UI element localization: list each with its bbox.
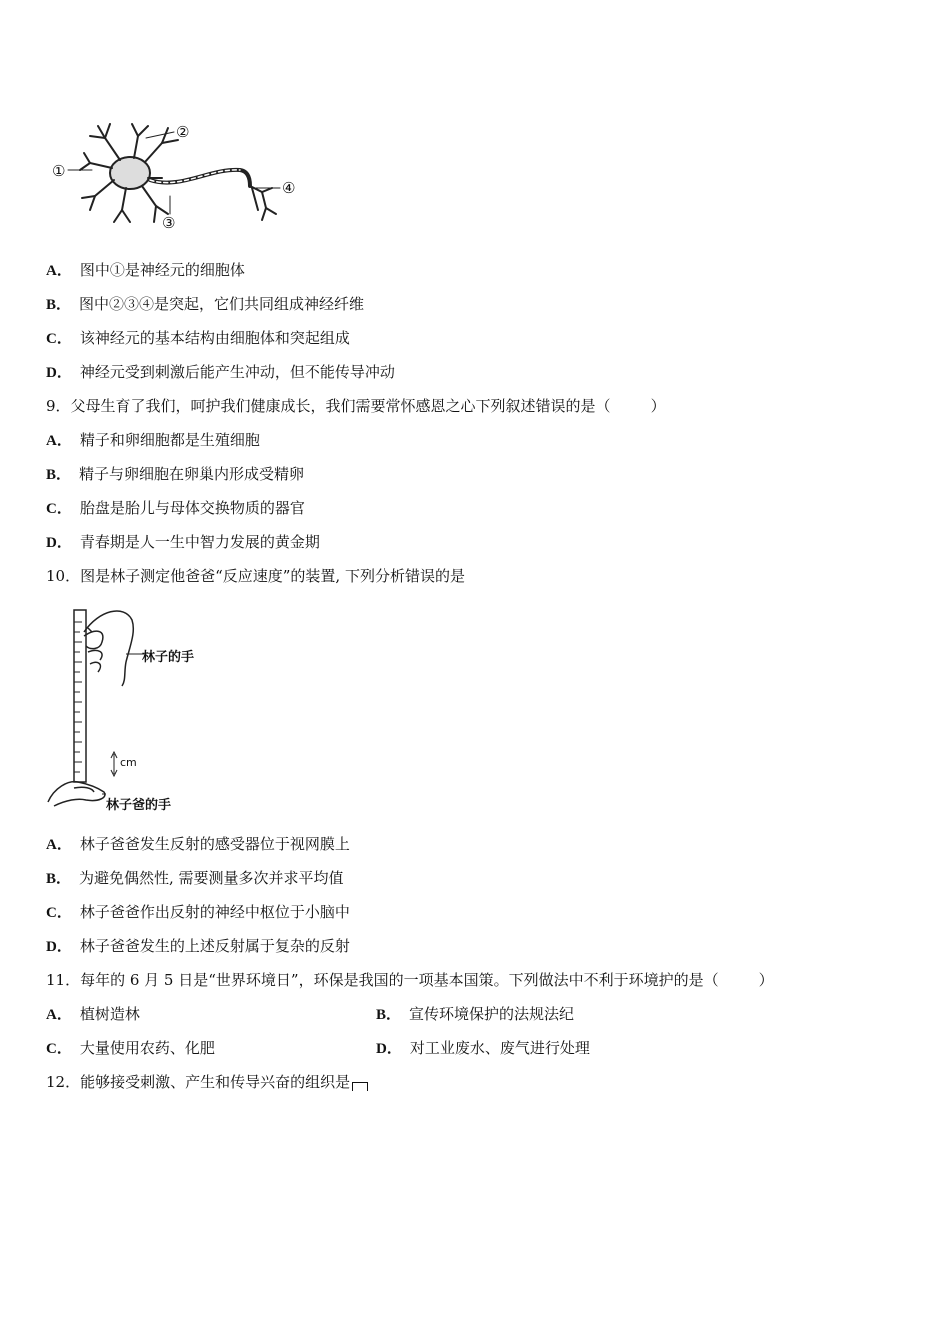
ruler-drawing [44, 602, 264, 816]
label-1: ① [52, 162, 66, 180]
answer-blank [352, 1082, 368, 1091]
q10-stem: 10．图是林子测定他爸爸“反应速度”的装置, 下列分析错误的是 [46, 567, 465, 585]
q10-option-a: A． 林子爸爸发生反射的感受器位于视网膜上 [46, 835, 350, 853]
q11-option-b: B． 宣传环境保护的法规法纪 [376, 1005, 575, 1023]
label-4: ④ [282, 179, 296, 197]
q12-stem: 12．能够接受刺激、产生和传导兴奋的组织是 [46, 1072, 368, 1092]
dad-hand-label: 林子爸的手 [106, 798, 172, 813]
q8-option-a: A． 图中①是神经元的细胞体 [46, 261, 245, 279]
q9-option-c: C． 胎盘是胎儿与母体交换物质的器官 [46, 499, 305, 517]
q10-option-d: D． 林子爸爸发生的上述反射属于复杂的反射 [46, 937, 350, 955]
son-hand-label: 林子的手 [142, 650, 195, 665]
q9-stem: 9．父母生育了我们，呵护我们健康成长，我们需要常怀感恩之心下列叙述错误的是（ ） [46, 397, 666, 415]
neuron-figure [50, 118, 310, 236]
cm-label: cm [120, 756, 137, 769]
q9-option-a: A． 精子和卵细胞都是生殖细胞 [46, 431, 260, 449]
q10-option-c: C． 林子爸爸作出反射的神经中枢位于小脑中 [46, 903, 350, 921]
q11-option-a: A． 植树造林 [46, 1005, 140, 1023]
label-2: ② [176, 123, 190, 141]
q11-option-c: C． 大量使用农药、化肥 [46, 1039, 215, 1057]
q9-option-b: B． 精子与卵细胞在卵巢内形成受精卵 [46, 465, 305, 483]
q9-option-d: D． 青春期是人一生中智力发展的黄金期 [46, 533, 320, 551]
q8-option-d: D． 神经元受到刺激后能产生冲动，但不能传导冲动 [46, 363, 395, 381]
q11-stem: 11．每年的 6 月 5 日是“世界环境日”，环保是我国的一项基本国策。下列做法中不利于环境护的是（ ） [46, 971, 774, 989]
label-3: ③ [162, 214, 176, 232]
q10-option-b: B． 为避免偶然性, 需要测量多次并求平均值 [46, 869, 344, 887]
q8-option-c: C． 该神经元的基本结构由细胞体和突起组成 [46, 329, 350, 347]
ruler-figure [44, 602, 264, 816]
q11-option-d: D． 对工业废水、废气进行处理 [376, 1039, 590, 1057]
q8-option-b: B． 图中②③④是突起，它们共同组成神经纤维 [46, 295, 365, 313]
